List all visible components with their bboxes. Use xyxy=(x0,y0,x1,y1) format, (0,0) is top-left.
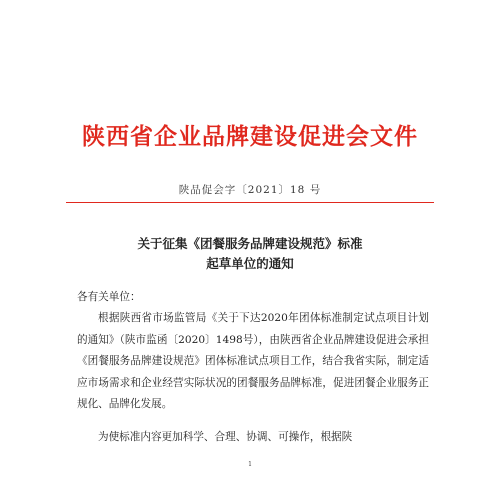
header-divider-rule xyxy=(66,202,434,203)
page-number: 1 xyxy=(248,461,252,468)
document-header-title: 陕西省企业品牌建设促进会文件 xyxy=(82,123,418,150)
document-number: 陕品促会字〔2021〕18 号 xyxy=(178,184,322,196)
salutation: 各有关单位： xyxy=(77,291,141,303)
notice-title-line-2: 起草单位的通知 xyxy=(206,256,294,271)
notice-title-line-1: 关于征集《团餐服务品牌建设规范》标准 xyxy=(137,236,363,251)
body-paragraph-1: 根据陕西省市场监管局《关于下达2020年团体标准制定试点项目计划的通知》（陕市监函〔2020〕1498号），由陕西省企业品牌建设促进会承担《团餐服务品牌建设规范》团体标准试点项目工作，结合我省实际，制定适应市场需求和企业经营实际状况的团餐服务品牌标准，促进团餐企业服务正规化、品牌化发展。 xyxy=(77,312,429,411)
body-paragraph-2: 为使标准内容更加科学、合理、协调、可操作，根据陕 xyxy=(98,431,353,443)
